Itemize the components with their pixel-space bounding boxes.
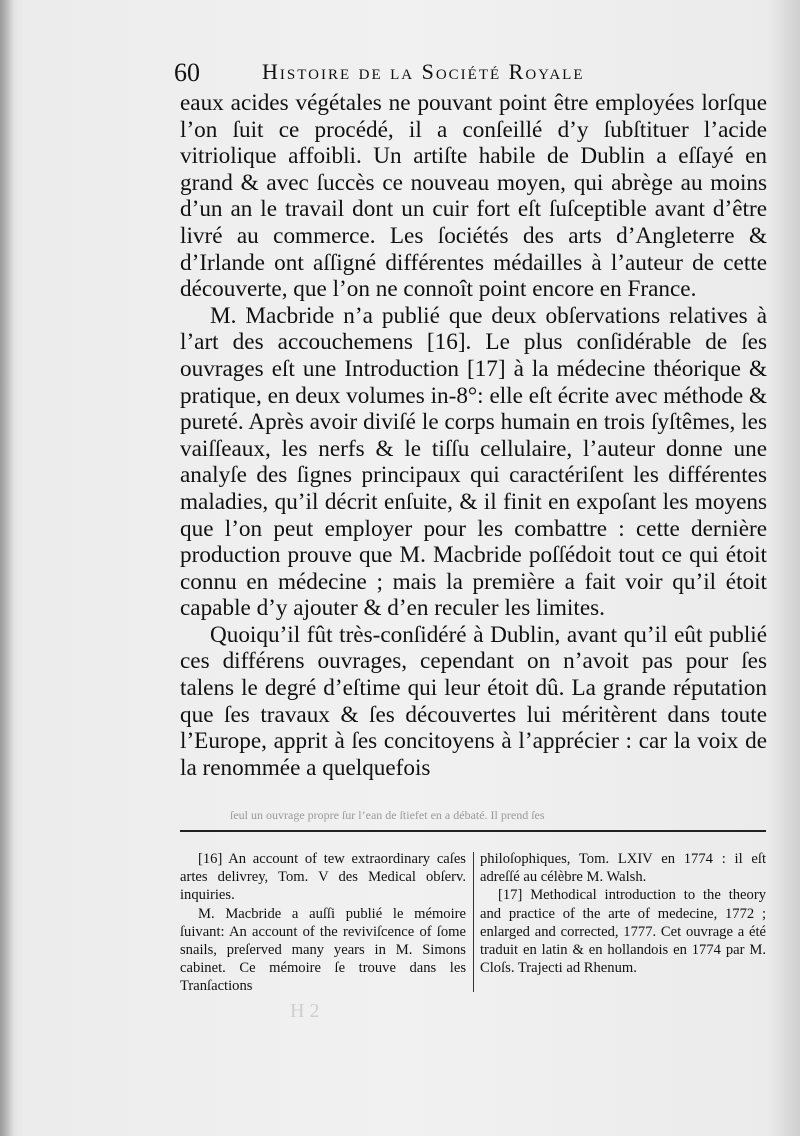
- show-through-text: ſeul un ouvrage propre ſur l’ean de ſtiefet en a débaté. Il prend ſes: [230, 808, 545, 822]
- footnote-16: [16] An account of tew extraordinary caſes artes delivrey, Tom. V des Medical obſerv. inquiries.: [180, 851, 466, 904]
- footnote-column-divider: [473, 852, 474, 992]
- footnote-16-end: philoſophiques, Tom. LXIV en 1774 : il eſt adreſſé au célèbre M. Walsh.: [480, 851, 766, 886]
- page-number: 60: [174, 58, 200, 87]
- footnote-rule: [180, 830, 766, 832]
- paragraph-2: M. Macbride n’a publié que deux obſervations relatives à l’art des accouchemens [16]. Le plus conſidérable de ſes ouvrages eſt une Introduction [17] à la médecine théorique & pratique, en deux volumes in-8°: elle eſt écrite avec méthode & pureté. Après avoir diviſé le corps humain en trois ſyſtêmes, les vaiſſeaux, les nerfs & le tiſſu cellulaire, l’auteur donne une analyſe des ſignes principaux qui caractériſent les différentes maladies, qu’il décrit enſuite, & il finit en expoſant les moyens que l’on peut employer pour les combattre : cette dernière production prouve que M. Macbride poſſédoit tout ce qui étoit connu en médecine ; mais la première a fait voir qu’il étoit capable d’y ajouter & d’en reculer les limites.: [180, 302, 767, 622]
- footnote-17: [17] Methodical introduction to the theory and practice of the arte of medecine, 1772 ; enlarged and corrected, 1777. Cet ouvrage a été traduit en latin & en hollandois en 1774 par M. Cloſs. Trajecti ad Rhenum.: [480, 887, 766, 977]
- footnote-column-right: [480, 850, 766, 977]
- main-text: [180, 90, 767, 781]
- footnotes: [180, 850, 766, 1000]
- footnote-column-left: [180, 850, 466, 996]
- paragraph-3: Quoiqu’il fût très-conſidéré à Dublin, avant qu’il eût publié ces différens ouvrages, cependant on n’avoit pas pour ſes talens le degré d’eſtime qui leur étoit dû. La grande réputation que ſes travaux & ſes découvertes lui méritèrent dans toute l’Europe, apprit à ſes concitoyens à l’apprécier : car la voix de la renommée a quelquefois: [180, 621, 767, 781]
- signature-mark: H 2: [290, 1000, 320, 1022]
- running-head: [174, 56, 694, 90]
- paragraph-1: eaux acides végétales ne pouvant point être employées lorſque l’on ſuit ce procédé, il a conſeillé d’y ſubſtituer l’acide vitriolique affoibli. Un artiſte habile de Dublin a eſſayé en grand & avec ſuccès ce nouveau moyen, qui abrège au moins d’un an le travail dont un cuir fort eſt ſuſceptible avant d’être livré au commerce. Les ſociétés des arts d’Angleterre & d’Irlande ont aſſigné différentes médailles à l’auteur de cette découverte, que l’on ne connoît point encore en France.: [180, 90, 767, 303]
- running-title: Histoire de la Société Royale: [262, 59, 585, 84]
- footnote-16-continued: M. Macbride a auſſi publié le mémoire ſuivant: An account of the reviviſcence of ſome snails, preſerved many years in M. Simons cabinet. Ce mémoire ſe trouve dans les Tranſactions: [180, 905, 466, 995]
- page-gutter-shadow: [0, 0, 14, 1136]
